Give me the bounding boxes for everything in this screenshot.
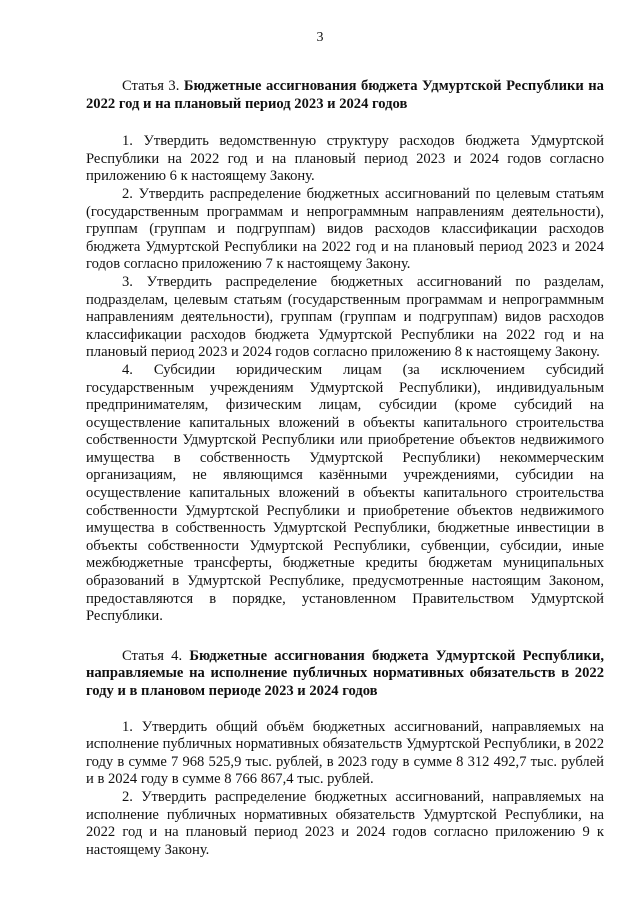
article-3-paragraph-4: 4. Субсидии юридическим лицам (за исключением субсидий государственным учреждениям Удмуртской Республики), индивидуальным предпринимателям, физическим лицам, субсидии (кроме субсидий на осуществление капитальных вложений в объекты капитального строительства собственности Удмуртской Республики или приобретение объектов недвижимого имущества в собственность Удмуртской Республики) некоммерческим организациям, не являющимся казёнными учреждениями, субсидии на осуществление капитальных вложений в объекты капитального строительства собственности Удмуртской Республики и приобретение объектов недвижимого имущества в собственность Удмуртской Республики, бюджетные инвестиции в объекты собственности Удмуртской Республики, субвенции, субсидии, иные межбюджетные трансферты, бюджетные кредиты бюджетам муниципальных образований в Удмуртской Республике, предусмотренные настоящим Законом, предоставляются в порядке, установленном Правительством Удмуртской Республики. [86, 361, 604, 625]
article-4-title: Бюджетные ассигнования бюджета Удмуртской Республики, направляемые на исполнение публичных нормативных обязательств в 2022 году и в плановом периоде 2023 и 2024 годов [86, 647, 604, 699]
article-4-heading [86, 648, 604, 701]
spacer [86, 701, 604, 719]
article-3-title: Бюджетные ассигнования бюджета Удмуртской Республики на 2022 год и на плановый период 2023 и 2024 годов [86, 78, 604, 112]
article-3-paragraph-3: 3. Утвердить распределение бюджетных ассигнований по разделам, подразделам, целевым статьям (государственным программам и непрограммным направлениям деятельности), группам (группам и подгруппам) видов расходов классификации расходов бюджета Удмуртской Республики на 2022 год и на плановый период 2023 и 2024 годов согласно приложению 8 к настоящему Закону. [86, 273, 604, 361]
article-3-label: Статья 3. [122, 78, 180, 94]
document-body [86, 78, 604, 859]
article-3-paragraph-2: 2. Утвердить распределение бюджетных ассигнований по целевым статьям (государственным программам и непрограммным направлениям деятельности), группам (группам и подгруппам) видов расходов классификации расходов бюджета Удмуртской Республики на 2022 год и на плановый период 2023 и 2024 годов согласно приложению 7 к настоящему Закону. [86, 185, 604, 273]
spacer [86, 113, 604, 133]
spacer [86, 626, 604, 648]
article-3-paragraph-1: 1. Утвердить ведомственную структуру расходов бюджета Удмуртской Республики на 2022 год и на плановый период 2023 и 2024 годов согласно приложению 6 к настоящему Закону. [86, 133, 604, 185]
article-4-paragraph-1: 1. Утвердить общий объём бюджетных ассигнований, направляемых на исполнение публичных нормативных обязательств Удмуртской Республики, в 2022 году в сумме 7 968 525,9 тыс. рублей, в 2023 году в сумме 8 312 492,7 тыс. рублей и в 2024 году в сумме 8 766 867,4 тыс. рублей. [86, 718, 604, 788]
article-4-paragraph-2: 2. Утвердить распределение бюджетных ассигнований, направляемых на исполнение публичных нормативных обязательств Удмуртской Республики, на 2022 год и на плановый период 2023 и 2024 годов согласно приложению 9 к настоящему Закону. [86, 788, 604, 858]
page-number: 3 [316, 30, 324, 45]
article-3-heading [86, 78, 604, 113]
article-4-label: Статья 4. [122, 647, 183, 664]
